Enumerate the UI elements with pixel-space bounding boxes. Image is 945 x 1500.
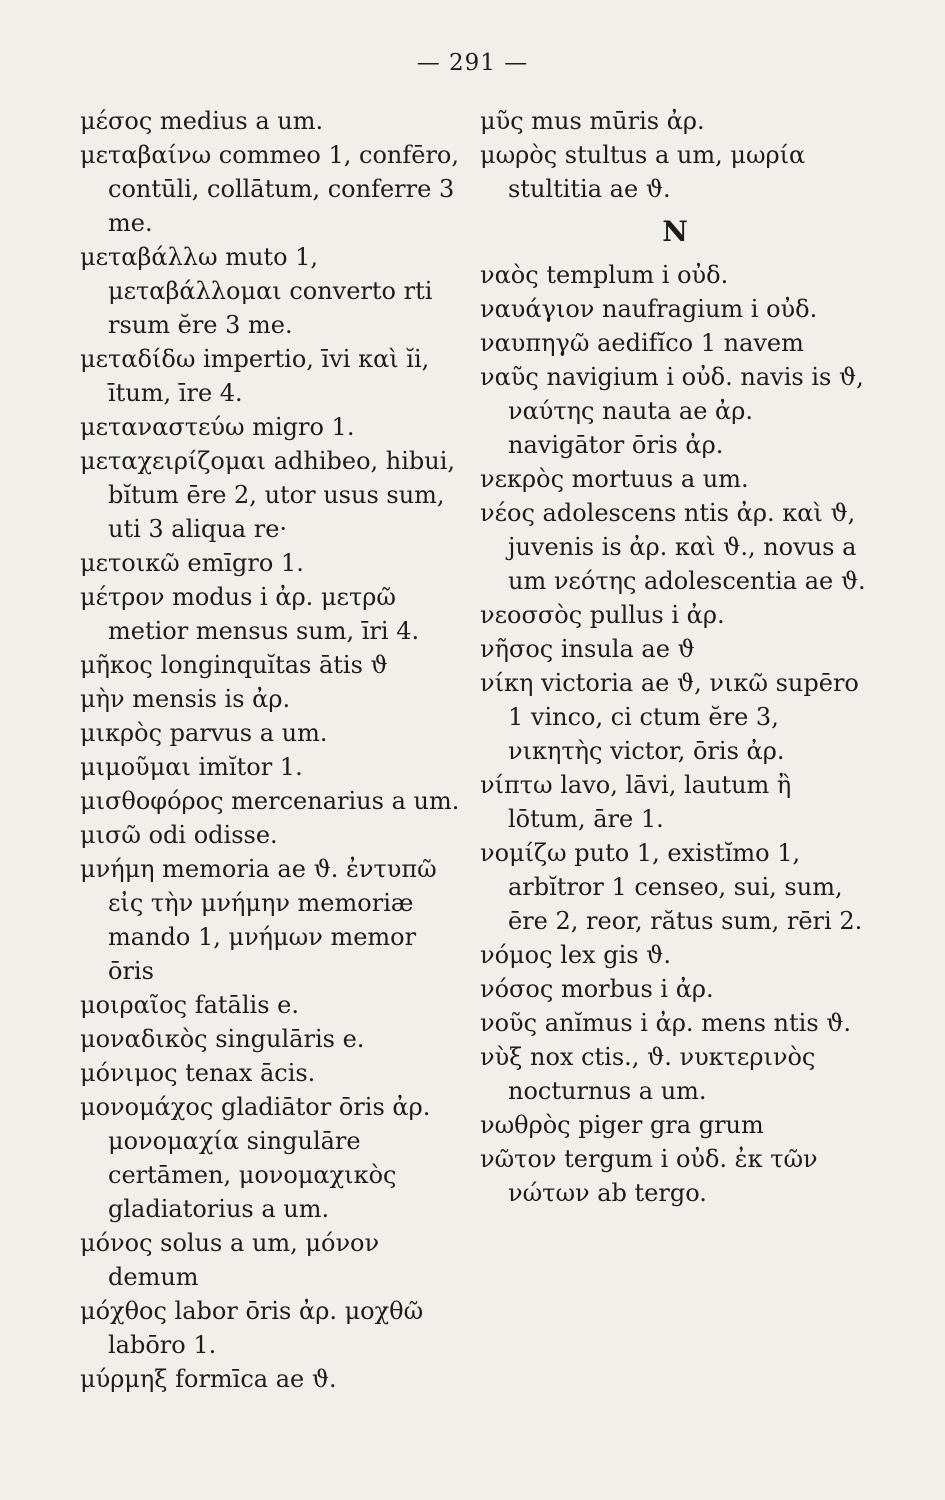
dictionary-entry: μοναδικὸς singulāris e. — [80, 1025, 365, 1053]
dictionary-entry: μῦς mus mūris ἀρ. — [480, 107, 705, 135]
dictionary-entry: μεταδίδω impertio, īvi καὶ ĭi, ītum, īre 4. — [80, 345, 430, 407]
dictionary-entry: μεταχειρίζομαι adhibeo, hibui, bĭtum ēre 2, utor usus sum, uti 3 aliqua re· — [80, 447, 456, 543]
left-column — [80, 104, 465, 1396]
dictionary-entry: μέσος medius a um. — [80, 107, 324, 135]
dictionary-entry: ναυάγιον naufragium i οὐδ. — [480, 295, 818, 323]
dictionary-entry: μόνιμος tenax ācis. — [80, 1059, 316, 1087]
dictionary-entry: νοῦς anĭmus i ἀρ. mens ntis ϑ. — [480, 1009, 852, 1037]
dictionary-entry: μῆκος longinquĭtas ātis ϑ — [80, 651, 388, 679]
dictionary-entry: νεκρὸς mortuus a um. — [480, 465, 749, 493]
dictionary-entry: μισῶ odi odisse. — [80, 821, 278, 849]
dictionary-entry: νέος adolescens ntis ἀρ. καὶ ϑ, juvenis is ἀρ. καὶ ϑ., novus a um νεότης adolescentia ae ϑ. — [480, 499, 866, 595]
dictionary-entry: μνήμη memoria ae ϑ. ἐντυπῶ εἰς τὴν μνήμην memoriæ mando 1, μνήμων memor ōris — [80, 855, 437, 985]
dictionary-entry: ναυπηγῶ aedifĭco 1 navem — [480, 329, 804, 357]
dictionary-entry: νομίζω puto 1, existĭmo 1, arbĭtror 1 censeo, sui, sum, ēre 2, reor, rătus sum, rēri 2. — [480, 839, 863, 935]
dictionary-entry: μόνος solus a um, μόνον demum — [80, 1229, 380, 1291]
dictionary-entry: ναῦς navigium i οὐδ. navis is ϑ, ναύτης nauta ae ἀρ. navigātor ōris ἀρ. — [480, 363, 864, 459]
dictionary-entry: μιμοῦμαι imĭtor 1. — [80, 753, 303, 781]
dictionary-entry: μὴν mensis is ἀρ. — [80, 685, 291, 713]
page-number: — 291 — — [416, 50, 529, 76]
right-column — [480, 104, 872, 1210]
dictionary-entry: μισθοφόρος mercenarius a um. — [80, 787, 460, 815]
dictionary-entry: μωρὸς stultus a um, μωρία stultitia ae ϑ. — [480, 141, 806, 203]
dictionary-entry: μεταβάλλω muto 1, μεταβάλλομαι converto rti rsum ĕre 3 me. — [80, 243, 433, 339]
dictionary-entry: μικρὸς parvus a um. — [80, 719, 328, 747]
dictionary-entry: μετοικῶ emīgro 1. — [80, 549, 304, 577]
dictionary-entry: μονομάχος gladiātor ōris ἀρ. μονομαχία singulāre certāmen, μονομαχικὸς gladiatorius a um. — [80, 1093, 431, 1223]
dictionary-entry: μοιραῖος fatālis e. — [80, 991, 299, 1019]
dictionary-entry: νεοσσὸς pullus i ἀρ. — [480, 601, 725, 629]
dictionary-entry: νὺξ nox ctis., ϑ. νυκτερινὸς nocturnus a um. — [480, 1043, 816, 1105]
dictionary-entry: νίπτω lavo, lāvi, lautum ἢ lōtum, āre 1. — [480, 771, 792, 833]
dictionary-entry: νῶτον tergum i οὐδ. ἐκ τῶν νώτων ab tergo. — [480, 1145, 818, 1207]
dictionary-entry: μόχθος labor ōris ἀρ. μοχθῶ labōro 1. — [80, 1297, 424, 1359]
dictionary-entry: νόσος morbus i ἀρ. — [480, 975, 714, 1003]
dictionary-entry: μέτρον modus i ἀρ. μετρῶ metior mensus sum, īri 4. — [80, 583, 420, 645]
dictionary-entry: μεταβαίνω commeo 1, confēro, contūli, collātum, conferre 3 me. — [80, 141, 459, 237]
dictionary-entry: νωθρὸς piger gra grum — [480, 1111, 764, 1139]
dictionary-entry: μύρμηξ formīca ae ϑ. — [80, 1365, 337, 1393]
section-letter-heading: N — [662, 215, 690, 248]
dictionary-entry: νόμος lex gis ϑ. — [480, 941, 671, 969]
dictionary-entry: ναὸς templum i οὐδ. — [480, 261, 729, 289]
dictionary-entry: μεταναστεύω migro 1. — [80, 413, 355, 441]
dictionary-entry: νίκη victoria ae ϑ, νικῶ supēro 1 vinco, ci ctum ĕre 3, νικητὴς victor, ōris ἀρ. — [480, 669, 859, 765]
dictionary-entry: νῆσος insula ae ϑ — [480, 635, 695, 663]
